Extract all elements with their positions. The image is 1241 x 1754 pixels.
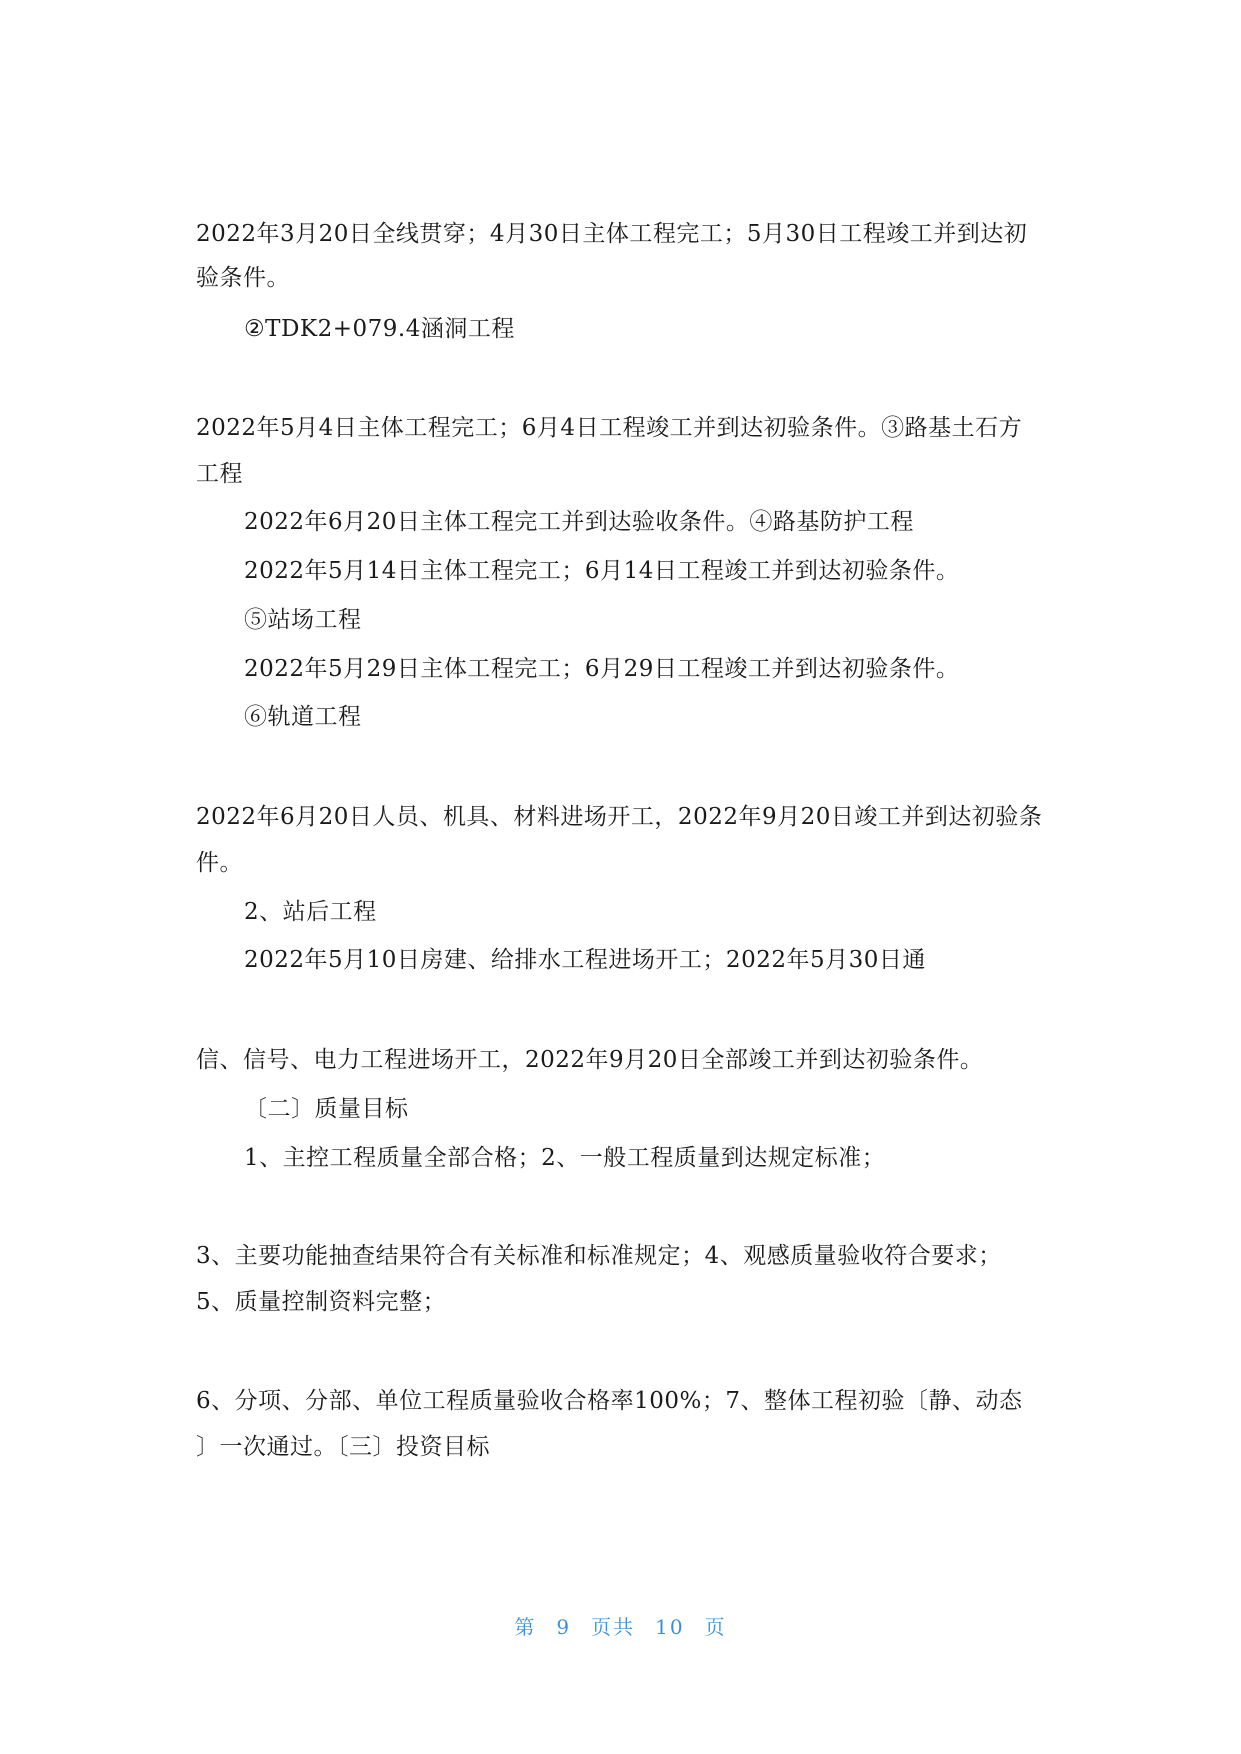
paragraph-line: 件。 <box>196 850 243 876</box>
page-footer <box>0 1611 1241 1640</box>
footer-total-pages: 10 <box>655 1615 685 1639</box>
footer-current-page: 9 <box>556 1615 572 1639</box>
paragraph-line: 2022年5月10日房建、给排水工程进场开工；2022年5月30日通 <box>244 947 926 973</box>
paragraph-line: 〕一次通过。〔三〕投资目标 <box>196 1434 490 1460</box>
paragraph-line: 2022年5月14日主体工程完工；6月14日工程竣工并到达初验条件。 <box>244 558 960 584</box>
paragraph-line: 信、信号、电力工程进场开工，2022年9月20日全部竣工并到达初验条件。 <box>196 1047 984 1073</box>
paragraph-line: 验条件。 <box>196 265 290 291</box>
paragraph-line: 5、质量控制资料完整； <box>196 1289 447 1315</box>
footer-middle: 页共 <box>591 1615 636 1639</box>
heading-track: ⑥轨道工程 <box>244 704 362 730</box>
footer-prefix: 第 <box>514 1615 537 1639</box>
heading-station: ⑤站场工程 <box>244 607 362 633</box>
paragraph-line: 工程 <box>196 461 243 487</box>
paragraph-line: 2022年5月29日主体工程完工；6月29日工程竣工并到达初验条件。 <box>244 656 960 682</box>
paragraph-line: 1、主控工程质量全部合格；2、一般工程质量到达规定标准； <box>244 1145 886 1171</box>
heading-culvert: ②TDK2+079.4涵洞工程 <box>244 316 515 342</box>
paragraph-line: 3、主要功能抽查结果符合有关标准和标准规定；4、观感质量验收符合要求； <box>196 1243 1002 1269</box>
paragraph-line: 2022年3月20日全线贯穿；4月30日主体工程完工；5月30日工程竣工并到达初 <box>196 221 1028 247</box>
paragraph-line: 2022年6月20日人员、机具、材料进场开工，2022年9月20日竣工并到达初验条 <box>196 804 1043 830</box>
paragraph-line: 2022年5月4日主体工程完工；6月4日工程竣工并到达初验条件。③路基土石方 <box>196 415 1023 441</box>
heading-post-station: 2、站后工程 <box>244 899 377 925</box>
footer-suffix: 页 <box>704 1615 727 1639</box>
paragraph-line: 2022年6月20日主体工程完工并到达验收条件。④路基防护工程 <box>244 509 914 535</box>
paragraph-line: 6、分项、分部、单位工程质量验收合格率100%；7、整体工程初验〔静、动态 <box>196 1388 1023 1414</box>
heading-quality-target: 〔二〕质量目标 <box>244 1096 409 1122</box>
